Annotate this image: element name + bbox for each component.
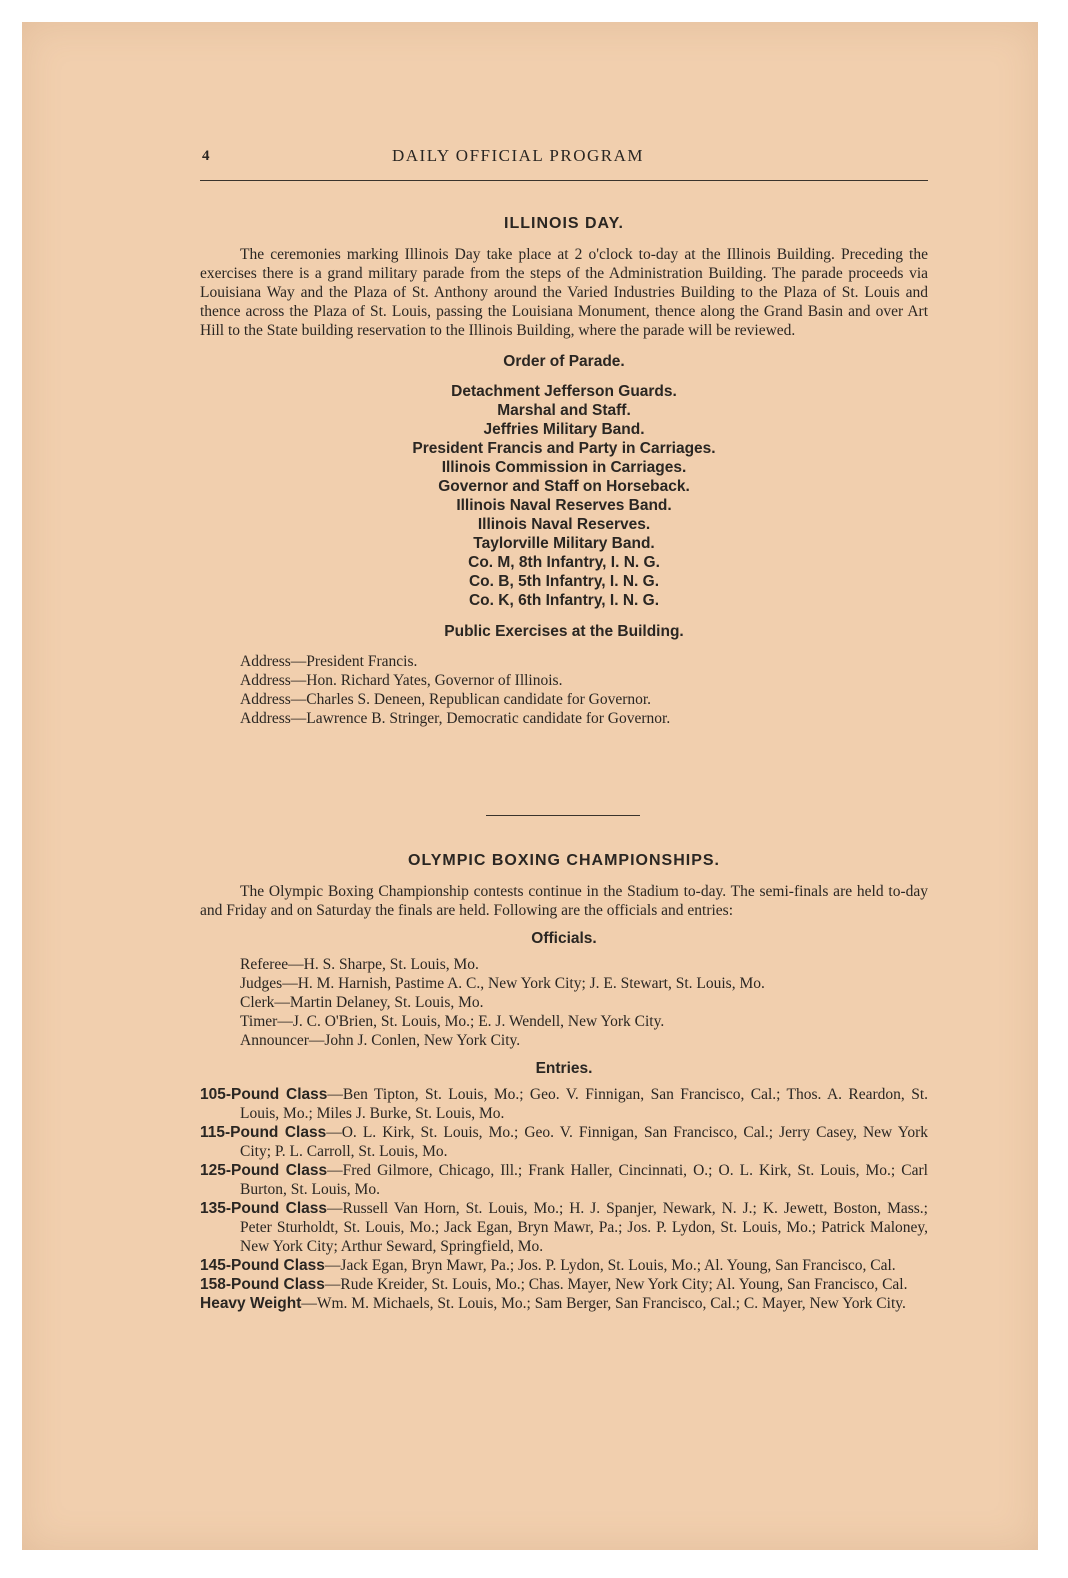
list-item (200, 1199, 928, 1256)
class-name: 125-Pound Class (200, 1162, 328, 1179)
page-number: 4 (202, 148, 211, 164)
list-item: President Francis and Party in Carriages. (412, 440, 716, 457)
list-item: Detachment Jefferson Guards. (451, 383, 677, 400)
list-item: Marshal and Staff. (497, 402, 631, 419)
class-entrants: —Fred Gilmore, Chicago, Ill.; Frank Haller, Cincinnati, O.; O. L. Kirk, St. Louis, Mo.; Carl Burton, St. Louis, Mo. (240, 1162, 928, 1198)
class-name: 115-Pound Class (200, 1124, 327, 1141)
list-item (200, 1161, 928, 1199)
order-of-parade-heading: Order of Parade. (503, 353, 625, 370)
olympic-boxing-section (200, 851, 928, 1313)
section-title: ILLINOIS DAY. (504, 215, 624, 232)
list-item (200, 1256, 928, 1275)
list-item: Illinois Naval Reserves. (477, 516, 651, 533)
list-item: Address—Charles S. Deneen, Republican candidate for Governor. (240, 691, 652, 708)
judges-line: Judges—H. M. Harnish, Pastime A. C., New York City; J. E. Stewart, St. Louis, Mo. (240, 975, 765, 992)
list-item: Address—Hon. Richard Yates, Governor of Illinois. (240, 672, 563, 689)
entries-heading: Entries. (535, 1060, 593, 1077)
running-title: DAILY OFFICIAL PROGRAM (392, 146, 644, 165)
class-name: 135-Pound Class (200, 1200, 327, 1217)
list-item: Illinois Naval Reserves Band. (456, 497, 672, 514)
class-name: 105-Pound Class (200, 1086, 328, 1103)
clerk-line: Clerk—Martin Delaney, St. Louis, Mo. (240, 994, 484, 1011)
list-item: Jeffries Military Band. (483, 421, 645, 438)
timer-line: Timer—J. C. O'Brien, St. Louis, Mo.; E. J. Wendell, New York City. (240, 1013, 665, 1030)
referee-line: Referee—H. S. Sharpe, St. Louis, Mo. (240, 956, 479, 973)
officials-heading: Officials. (531, 930, 597, 947)
illinois-intro: The ceremonies marking Illinois Day take place at 2 o'clock to-day at the Illinois Building. Preceding the exercises there is a grand military parade from the steps of the Administration Building. The parade proceeds via Louisiana Way and the Plaza of St. Anthony around the Varied Industries Building to the Plaza of St. Louis and thence across the Plaza of St. Louis, passing the Louisiana Monument, thence along the Grand Basin and over Art Hill to the State building reservation to the Illinois Building, where the parade will be reviewed. (200, 246, 928, 339)
parade-list (200, 382, 928, 610)
list-item (200, 1275, 928, 1294)
illinois-day-section (200, 214, 928, 728)
class-entrants: —O. L. Kirk, St. Louis, Mo.; Geo. V. Finnigan, San Francisco, Cal.; Jerry Casey, New York City; P. L. Carroll, St. Louis, Mo. (240, 1124, 928, 1160)
list-item (200, 1123, 928, 1161)
list-item: Co. M, 8th Infantry, I. N. G. (468, 554, 660, 571)
class-name: 158-Pound Class (200, 1276, 325, 1293)
list-item: Address—President Francis. (240, 653, 418, 670)
class-name: Heavy Weight (200, 1295, 302, 1312)
list-item (200, 1294, 928, 1313)
class-entrants: —Jack Egan, Bryn Mawr, Pa.; Jos. P. Lydon, St. Louis, Mo.; Al. Young, San Francisco, Cal. (324, 1257, 896, 1274)
address-list (200, 652, 928, 728)
list-item: Co. B, 5th Infantry, I. N. G. (468, 573, 660, 590)
list-item: Governor and Staff on Horseback. (438, 478, 690, 495)
class-name: 145-Pound Class (200, 1257, 325, 1274)
class-entrants: —Ben Tipton, St. Louis, Mo.; Geo. V. Finnigan, San Francisco, Cal.; Thos. A. Reardon, St. Louis, Mo.; Miles J. Burke, St. Louis, Mo. (240, 1086, 928, 1122)
header-rule (200, 180, 928, 181)
officials-list (200, 955, 928, 1050)
list-item: Taylorville Military Band. (473, 535, 655, 552)
class-entrants: —Rude Kreider, St. Louis, Mo.; Chas. Mayer, New York City; Al. Young, San Francisco, Cal. (324, 1276, 908, 1293)
class-entrants: —Russell Van Horn, St. Louis, Mo.; H. J. Spanjer, Newark, N. J.; K. Jewett, Boston, Mass.; Peter Sturholdt, St. Louis, Mo.; Jack Egan, Bryn Mawr, Pa.; Jos. P. Lydon, St. Louis, Mo.; Patrick Maloney, New York City; Arthur Seward, Springfield, Mo. (240, 1200, 928, 1255)
section-divider (486, 815, 640, 816)
class-entrants: —Wm. M. Michaels, St. Louis, Mo.; Sam Berger, San Francisco, Cal.; C. Mayer, New York City. (301, 1295, 906, 1312)
boxing-intro: The Olympic Boxing Championship contests continue in the Stadium to-day. The semi-finals are held to-day and Friday and on Saturday the finals are held. Following are the officials and entries: (200, 883, 928, 919)
announcer-line: Announcer—John J. Conlen, New York City. (240, 1032, 521, 1049)
public-exercises-heading: Public Exercises at the Building. (444, 623, 684, 640)
section-title: OLYMPIC BOXING CHAMPIONSHIPS. (408, 852, 720, 869)
list-item: Illinois Commission in Carriages. (441, 459, 687, 476)
list-item (200, 1085, 928, 1123)
list-item: Co. K, 6th Infantry, I. N. G. (468, 592, 660, 609)
entries-list (200, 1085, 928, 1313)
list-item: Address—Lawrence B. Stringer, Democratic candidate for Governor. (240, 710, 671, 727)
